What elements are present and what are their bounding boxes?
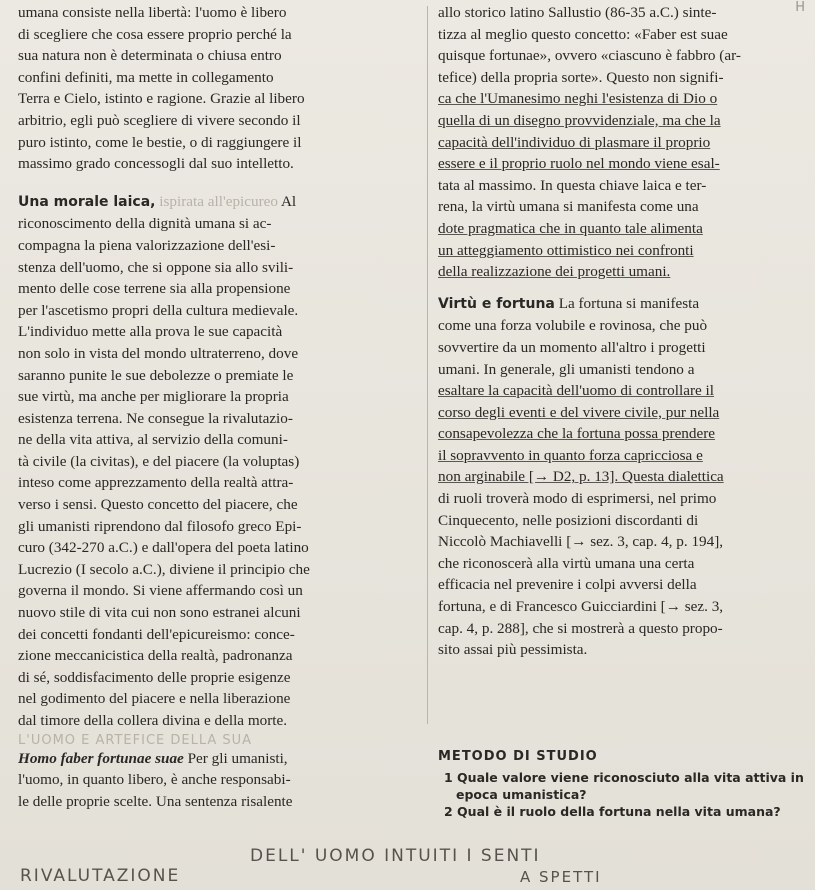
- column-divider: [427, 6, 428, 724]
- text-line: il sopravvento in quanto forza capricciosa e: [438, 446, 703, 464]
- text-line: riconoscimento della dignità umana si ac-: [18, 215, 272, 233]
- text-line: compagna la piena valorizzazione dell'esi-: [18, 236, 276, 254]
- text-line: consapevolezza che la fortuna possa prendere: [438, 425, 716, 443]
- text-line: sito assai più pessimista.: [438, 641, 588, 659]
- section-heading-line: [438, 293, 810, 316]
- text-line: saranno punite le sue debolezze o premiate le: [18, 366, 294, 384]
- text-line: come una forza volubile e rovinosa, che può: [438, 317, 708, 335]
- corner-mark: H: [795, 0, 805, 15]
- text-line: cap. 4, p. 288], che si mostrerà a questo propo-: [438, 619, 723, 637]
- text-line: sua natura non è determinata o chiusa entro: [18, 47, 282, 65]
- text-line: esaltare la capacità dell'uomo di controllare il: [438, 382, 714, 400]
- text-line: quisque fortunae», ovvero «ciascuno è fabbro (ar-: [438, 47, 741, 65]
- faded-heading-text: ispirata all'epicureo: [159, 192, 278, 210]
- text-line: un atteggiamento ottimistico nei confronti: [438, 241, 694, 259]
- text-line: della realizzazione dei progetti umani.: [438, 263, 671, 281]
- text-line: dote pragmatica che in quanto tale alimenta: [438, 219, 703, 237]
- section-heading-morale-laica: Una morale laica,: [18, 193, 156, 210]
- text-line: allo storico latino Sallustio (86-35 a.C.) sinte-: [438, 4, 717, 21]
- text-line: mento delle cose terrene sia alla propensione: [18, 280, 291, 298]
- text-line: governa il mondo. Si viene affermando così un: [18, 582, 303, 600]
- text-line: tata al massimo. In questa chiave laica e ter-: [438, 176, 707, 194]
- right-paragraph-1: [438, 2, 810, 283]
- text-line: stenza dell'uomo, che si oppone sia allo svili-: [18, 258, 294, 276]
- text-line: tizza al meglio questo concetto: «Faber est suae: [438, 25, 728, 43]
- text-line: quella di un disegno provvidenziale, ma che la: [438, 111, 721, 129]
- text-line: confini definiti, ma mette in collegamento: [18, 68, 274, 86]
- left-paragraph-1: [18, 2, 416, 175]
- text-line: che riconoscerà alla virtù umana una certa: [438, 554, 695, 572]
- handwritten-note-3: A SPETTI: [520, 868, 602, 886]
- text-line: puro istinto, come le bestie, o di raggiungere il: [18, 133, 302, 151]
- left-paragraph-2: [18, 191, 416, 732]
- text-line: dal timore della collera divina e della morte.: [18, 712, 288, 729]
- text-line: massimo grado concessogli dal suo intelletto.: [18, 155, 294, 173]
- text-fragment: Al: [280, 192, 297, 210]
- text-line: nuovo stile di vita cui non sono estranei alcuni: [18, 604, 301, 622]
- text-line: le delle proprie scelte. Una sentenza risalente: [18, 792, 293, 810]
- text-line: Niccolò Machiavelli [→ sez. 3, cap. 4, p. 194],: [438, 533, 724, 551]
- text-line: zione meccanicistica della realtà, padronanza: [18, 647, 293, 665]
- text-line: non solo in vista del mondo ultraterreno, dove: [18, 344, 299, 362]
- text-line: Lucrezio (I secolo a.C.), diviene il principio che: [18, 560, 310, 578]
- text-line: capacità dell'individuo di plasmare il proprio: [438, 133, 711, 151]
- text-line: Terra e Cielo, istinto e ragione. Grazie al libero: [18, 90, 305, 108]
- text-line: nel godimento del piacere e nella liberazione: [18, 690, 291, 708]
- text-line: fortuna, e di Francesco Guicciardini [→ sez. 3,: [438, 598, 724, 616]
- text-line: esistenza terrena. Ne consegue la rivalutazio-: [18, 409, 293, 427]
- text-line: non arginabile [→ D2, p. 13]. Questa dialettica: [438, 468, 724, 486]
- text-line: ca che l'Umanesimo neghi l'esistenza di Dio o: [438, 90, 718, 108]
- study-method-title: METODO DI STUDIO: [438, 749, 598, 764]
- handwritten-note-1: DELL' UOMO INTUITI I SENTI: [250, 846, 541, 866]
- text-line: umani. In generale, gli umanisti tendono a: [438, 360, 695, 378]
- section-heading-line: [18, 748, 416, 770]
- text-line: verso i sensi. Questo concetto del piacere, che: [18, 496, 298, 514]
- text-fragment: La fortuna si manifesta: [558, 294, 700, 312]
- text-line: Cinquecento, nelle posizioni discordanti di: [438, 511, 699, 529]
- text-line: inteso come apprezzamento della realtà attra-: [18, 474, 294, 492]
- text-line: dei concetti fondanti dell'epicureismo: conce-: [18, 625, 295, 643]
- text-line: L'individuo mette alla prova le sue capacità: [18, 323, 283, 341]
- text-line: l'uomo, in quanto libero, è anche responsabi-: [18, 771, 291, 789]
- left-paragraph-3: [18, 734, 416, 813]
- text-line: curo (342-270 a.C.) e dall'opera del poeta latino: [18, 539, 309, 557]
- text-line: sue virtù, ma anche per migliorare la propria: [18, 388, 289, 406]
- text-line: di ruoli troverà modo di esprimersi, nel primo: [438, 490, 717, 508]
- study-question-1: 1 Quale valore viene riconosciuto alla vita attiva in epoca umanistica?: [444, 770, 804, 802]
- text-line: gli umanisti riprendono dal filosofo greco Epi-: [18, 517, 302, 535]
- text-line: corso degli eventi e del vivere civile, pur nella: [438, 403, 720, 421]
- text-line: essere e il proprio ruolo nel mondo viene esal-: [438, 155, 720, 173]
- text-fragment: Per gli umanisti,: [187, 749, 288, 767]
- ghost-heading: L'UOMO È ARTEFICE DELLA SUA: [18, 733, 253, 748]
- text-line: sovvertire da un momento all'altro i progetti: [438, 338, 706, 356]
- text-line: efficacia nel prevenire i colpi avversi della: [438, 576, 697, 594]
- text-line: umana consiste nella libertà: l'uomo è libero: [18, 4, 287, 21]
- right-column: [438, 2, 810, 669]
- study-question-2: 2 Qual è il ruolo della fortuna nella vita umana?: [444, 804, 781, 819]
- text-line: di scegliere che cosa essere proprio perché la: [18, 25, 292, 43]
- left-column: [18, 2, 416, 820]
- section-heading-virtu-fortuna: Virtù e fortuna: [438, 295, 555, 312]
- text-line: di sé, soddisfacimento delle proprie esigenze: [18, 668, 291, 686]
- text-line: tà civile (la civitas), e del piacere (la voluptas): [18, 452, 300, 470]
- study-method-box: [438, 748, 810, 820]
- right-paragraph-2: [438, 293, 810, 661]
- section-heading-homo-faber: Homo faber fortunae suae: [18, 749, 184, 767]
- text-line: per l'ascetismo propri della cultura medievale.: [18, 301, 299, 319]
- text-line: ne della vita attiva, al servizio della comuni-: [18, 431, 288, 449]
- text-line: rena, la virtù umana si manifesta come una: [438, 198, 699, 216]
- text-line: tefice) della propria sorte». Questo non signifi-: [438, 68, 724, 86]
- handwritten-note-2: RIVALUTAZIONE: [20, 866, 181, 886]
- text-line: arbitrio, egli può scegliere di vivere secondo il: [18, 111, 301, 129]
- section-heading-line: [18, 191, 416, 214]
